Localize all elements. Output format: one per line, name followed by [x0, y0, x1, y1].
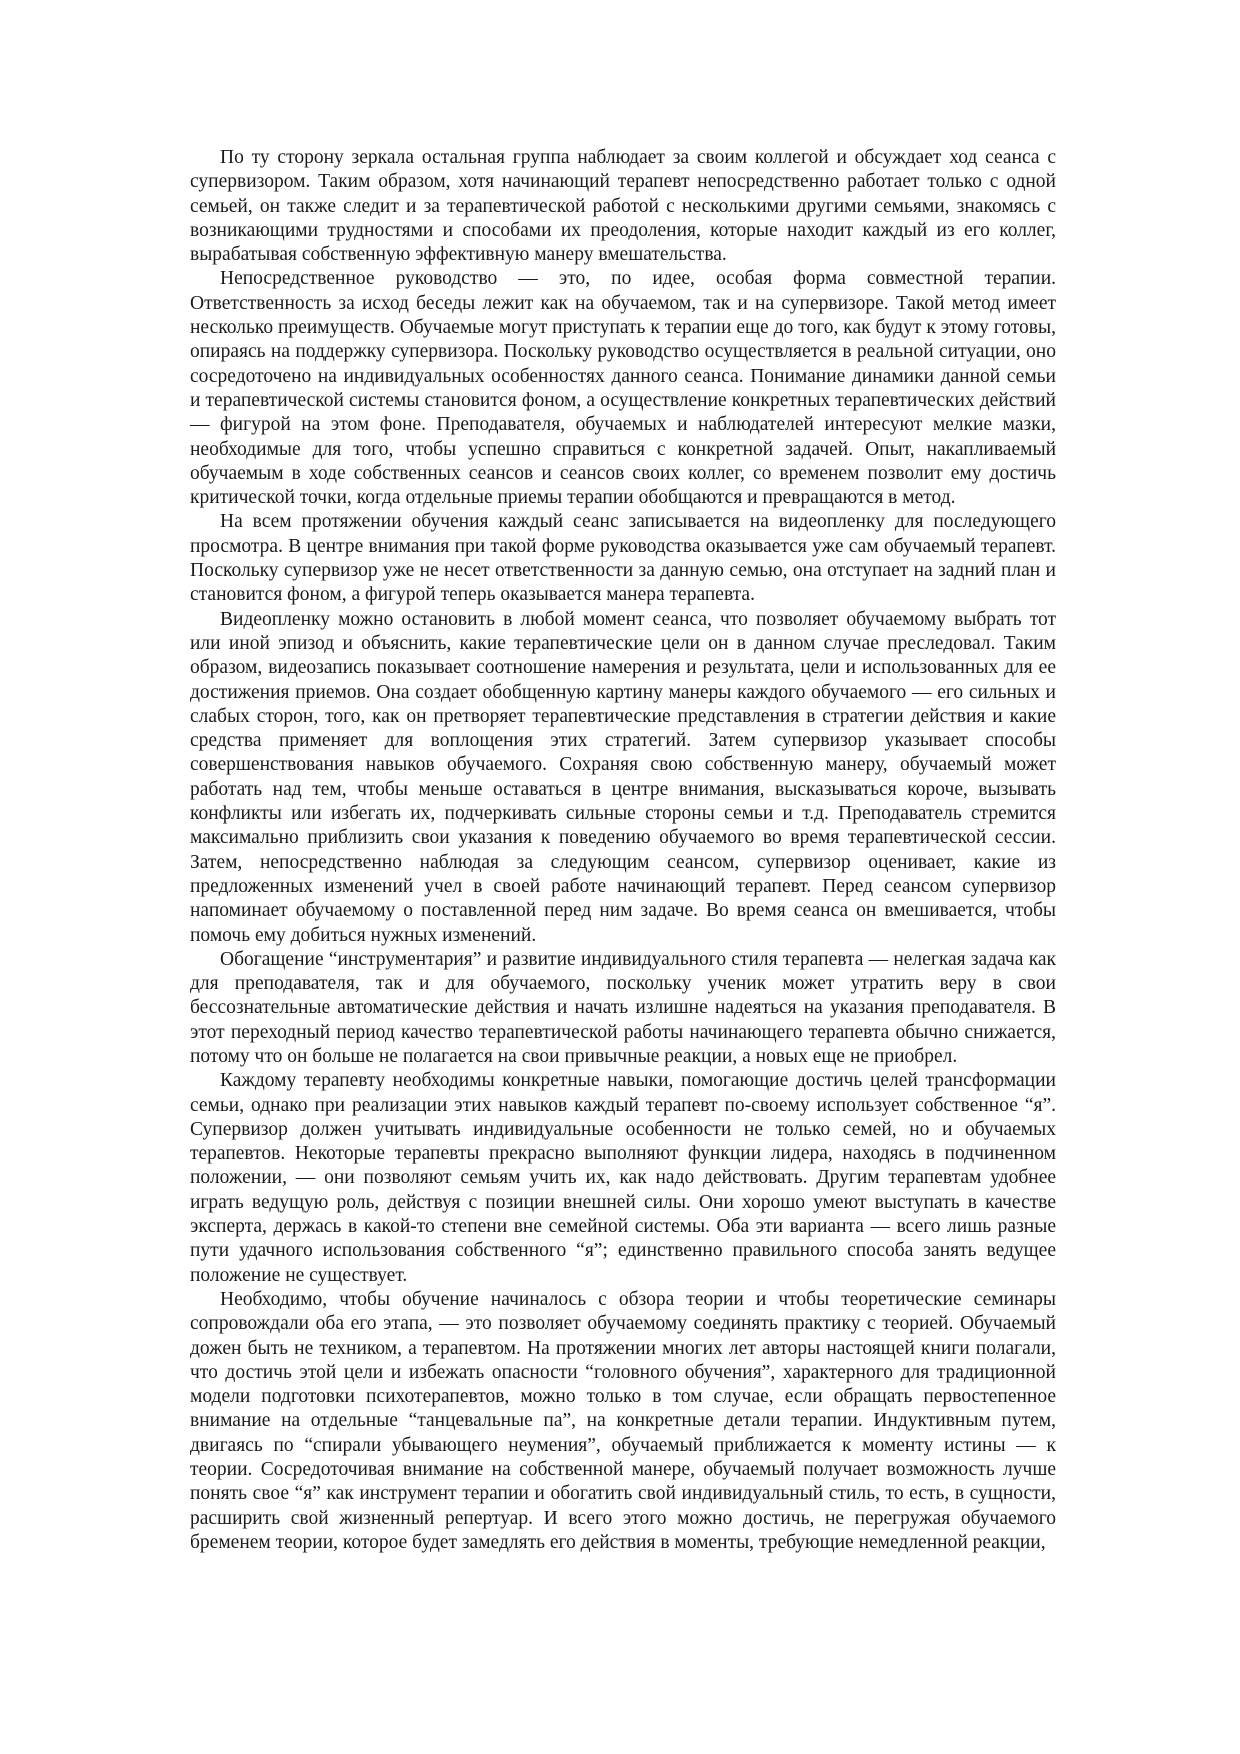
paragraph-5: Обогащение “инструментария” и развитие индивидуального стиля терапевта — нелегкая задача как для преподавателя, так и для обучаемого, поскольку ученик может утратить веру в свои бессознательные автоматические действия и начать излишне надеяться на указания преподавателя. В этот переходный период качество терапевтической работы начинающего терапевта обычно снижается, потому что он больше не полагается на свои привычные реакции, а новых еще не приобрел.	[190, 948, 1056, 1067]
paragraph-6: Каждому терапевту необходимы конкретные навыки, помогающие достичь целей трансформации семьи, однако при реализации этих навыков каждый терапевт по-своему использует собственное “я”. Супервизор должен учитывать индивидуальные особенности не только семей, но и обучаемых терапевтов. Некоторые терапевты прекрасно выполняют функции лидера, находясь в подчиненном положении, — они позволяют семьям учить их, как надо действовать. Другим терапевтам удобнее играть ведущую роль, действуя с позиции внешней силы. Они хорошо умеют выступать в качестве эксперта, держась в какой-то степени вне семейной системы. Оба эти варианта — всего лишь разные пути удачного использования собственного “я”; единственно правильного способа занять ведущее положение не существует.	[190, 1070, 1056, 1286]
paragraph-4: Видеопленку можно остановить в любой момент сеанса, что позволяет обучаемому выбрать тот или иной эпизод и объяснить, какие терапевтические цели он в данном случае преследовал. Таким образом, видеозапись показывает соотношение намерения и результата, цели и использованных для ее достижения приемов. Она создает обобщенную картину манеры каждого обучаемого — его сильных и слабых сторон, того, как он претворяет терапевтические представления в стратегии действия и какие средства применяет для воплощения этих стратегий. Затем супервизор указывает способы совершенствования навыков обучаемого. Сохраняя свою собственную манеру, обучаемый может работать над тем, чтобы меньше оставаться в центре внимания, высказываться короче, вызывать конфликты или избегать их, подчеркивать сильные стороны семьи и т.д. Преподаватель стремится максимально приблизить свои указания к поведению обучаемого во время терапевтической сессии. Затем, непосредственно наблюдая за следующим сеансом, супервизор оценивает, какие из предложенных изменений учел в своей работе начинающий терапевт. Перед сеансом супервизор напоминает обучаемому о поставленной перед ним задаче. Во время сеанса он вмешивается, чтобы помочь ему добиться нужных изменений.	[190, 608, 1056, 946]
paragraph-3: На всем протяжении обучения каждый сеанс записывается на видеопленку для последующего просмотра. В центре внимания при такой форме руководства оказывается уже сам обучаемый терапевт. Поскольку супервизор уже не несет ответственности за данную семью, она отступает на задний план и становится фоном, а фигурой теперь оказывается манера терапевта.	[190, 511, 1056, 606]
document-page	[190, 146, 1056, 1555]
paragraph-2: Непосредственное руководство — это, по идее, особая форма совместной терапии. Ответственность за исход беседы лежит как на обучаемом, так и на супервизоре. Такой метод имеет несколько преимуществ. Обучаемые могут приступать к терапии еще до того, как будут к этому готовы, опираясь на поддержку супервизора. Поскольку руководство осуществляется в реальной ситуации, оно сосредоточено на индивидуальных особенностях данного сеанса. Понимание динамики данной семьи и терапевтической системы становится фоном, а осуществление конкретных терапевтических действий — фигурой на этом фоне. Преподавателя, обучаемых и наблюдателей интересуют мелкие мазки, необходимые для того, чтобы успешно справиться с конкретной задачей. Опыт, накапливаемый обучаемым в ходе собственных сеансов и сеансов своих коллег, со временем позволит ему достичь критической точки, когда отдельные приемы терапии обобщаются и превращаются в метод.	[190, 268, 1056, 509]
paragraph-1: По ту сторону зеркала остальная группа наблюдает за своим коллегой и обсуждает ход сеанса с супервизором. Таким образом, хотя начинающий терапевт непосредственно работает только с одной семьей, он также следит и за терапевтической работой с несколькими другими семьями, знакомясь с возникающими трудностями и способами их преодоления, которые находит каждый из его коллег, вырабатывая собственную эффективную манеру вмешательства.	[190, 147, 1056, 266]
paragraph-7: Необходимо, чтобы обучение начиналось с обзора теории и чтобы теоретические семинары сопровождали оба его этапа, — это позволяет обучаемому соединять практику с теорией. Обучаемый дожен быть не техником, а терапевтом. На протяжении многих лет авторы настоящей книги полагали, что достичь этой цели и избежать опасности “головного обучения”, характерного для традиционной модели подготовки психотерапевтов, можно только в том случае, если обращать первостепенное внимание на отдельные “танцевальные па”, на конкретные детали терапии. Индуктивным путем, двигаясь по “спирали убывающего неумения”, обучаемый приближается к моменту истины — к теории. Сосредоточивая внимание на собственной манере, обучаемый получает возможность лучше понять свое “я” как инструмент терапии и обогатить свой индивидуальный стиль, то есть, в сущности, расширить свой жизненный репертуар. И всего этого можно достичь, не перегружая обучаемого бременем теории, которое будет замедлять его действия в моменты, требующие немедленной реакции,	[190, 1288, 1056, 1553]
